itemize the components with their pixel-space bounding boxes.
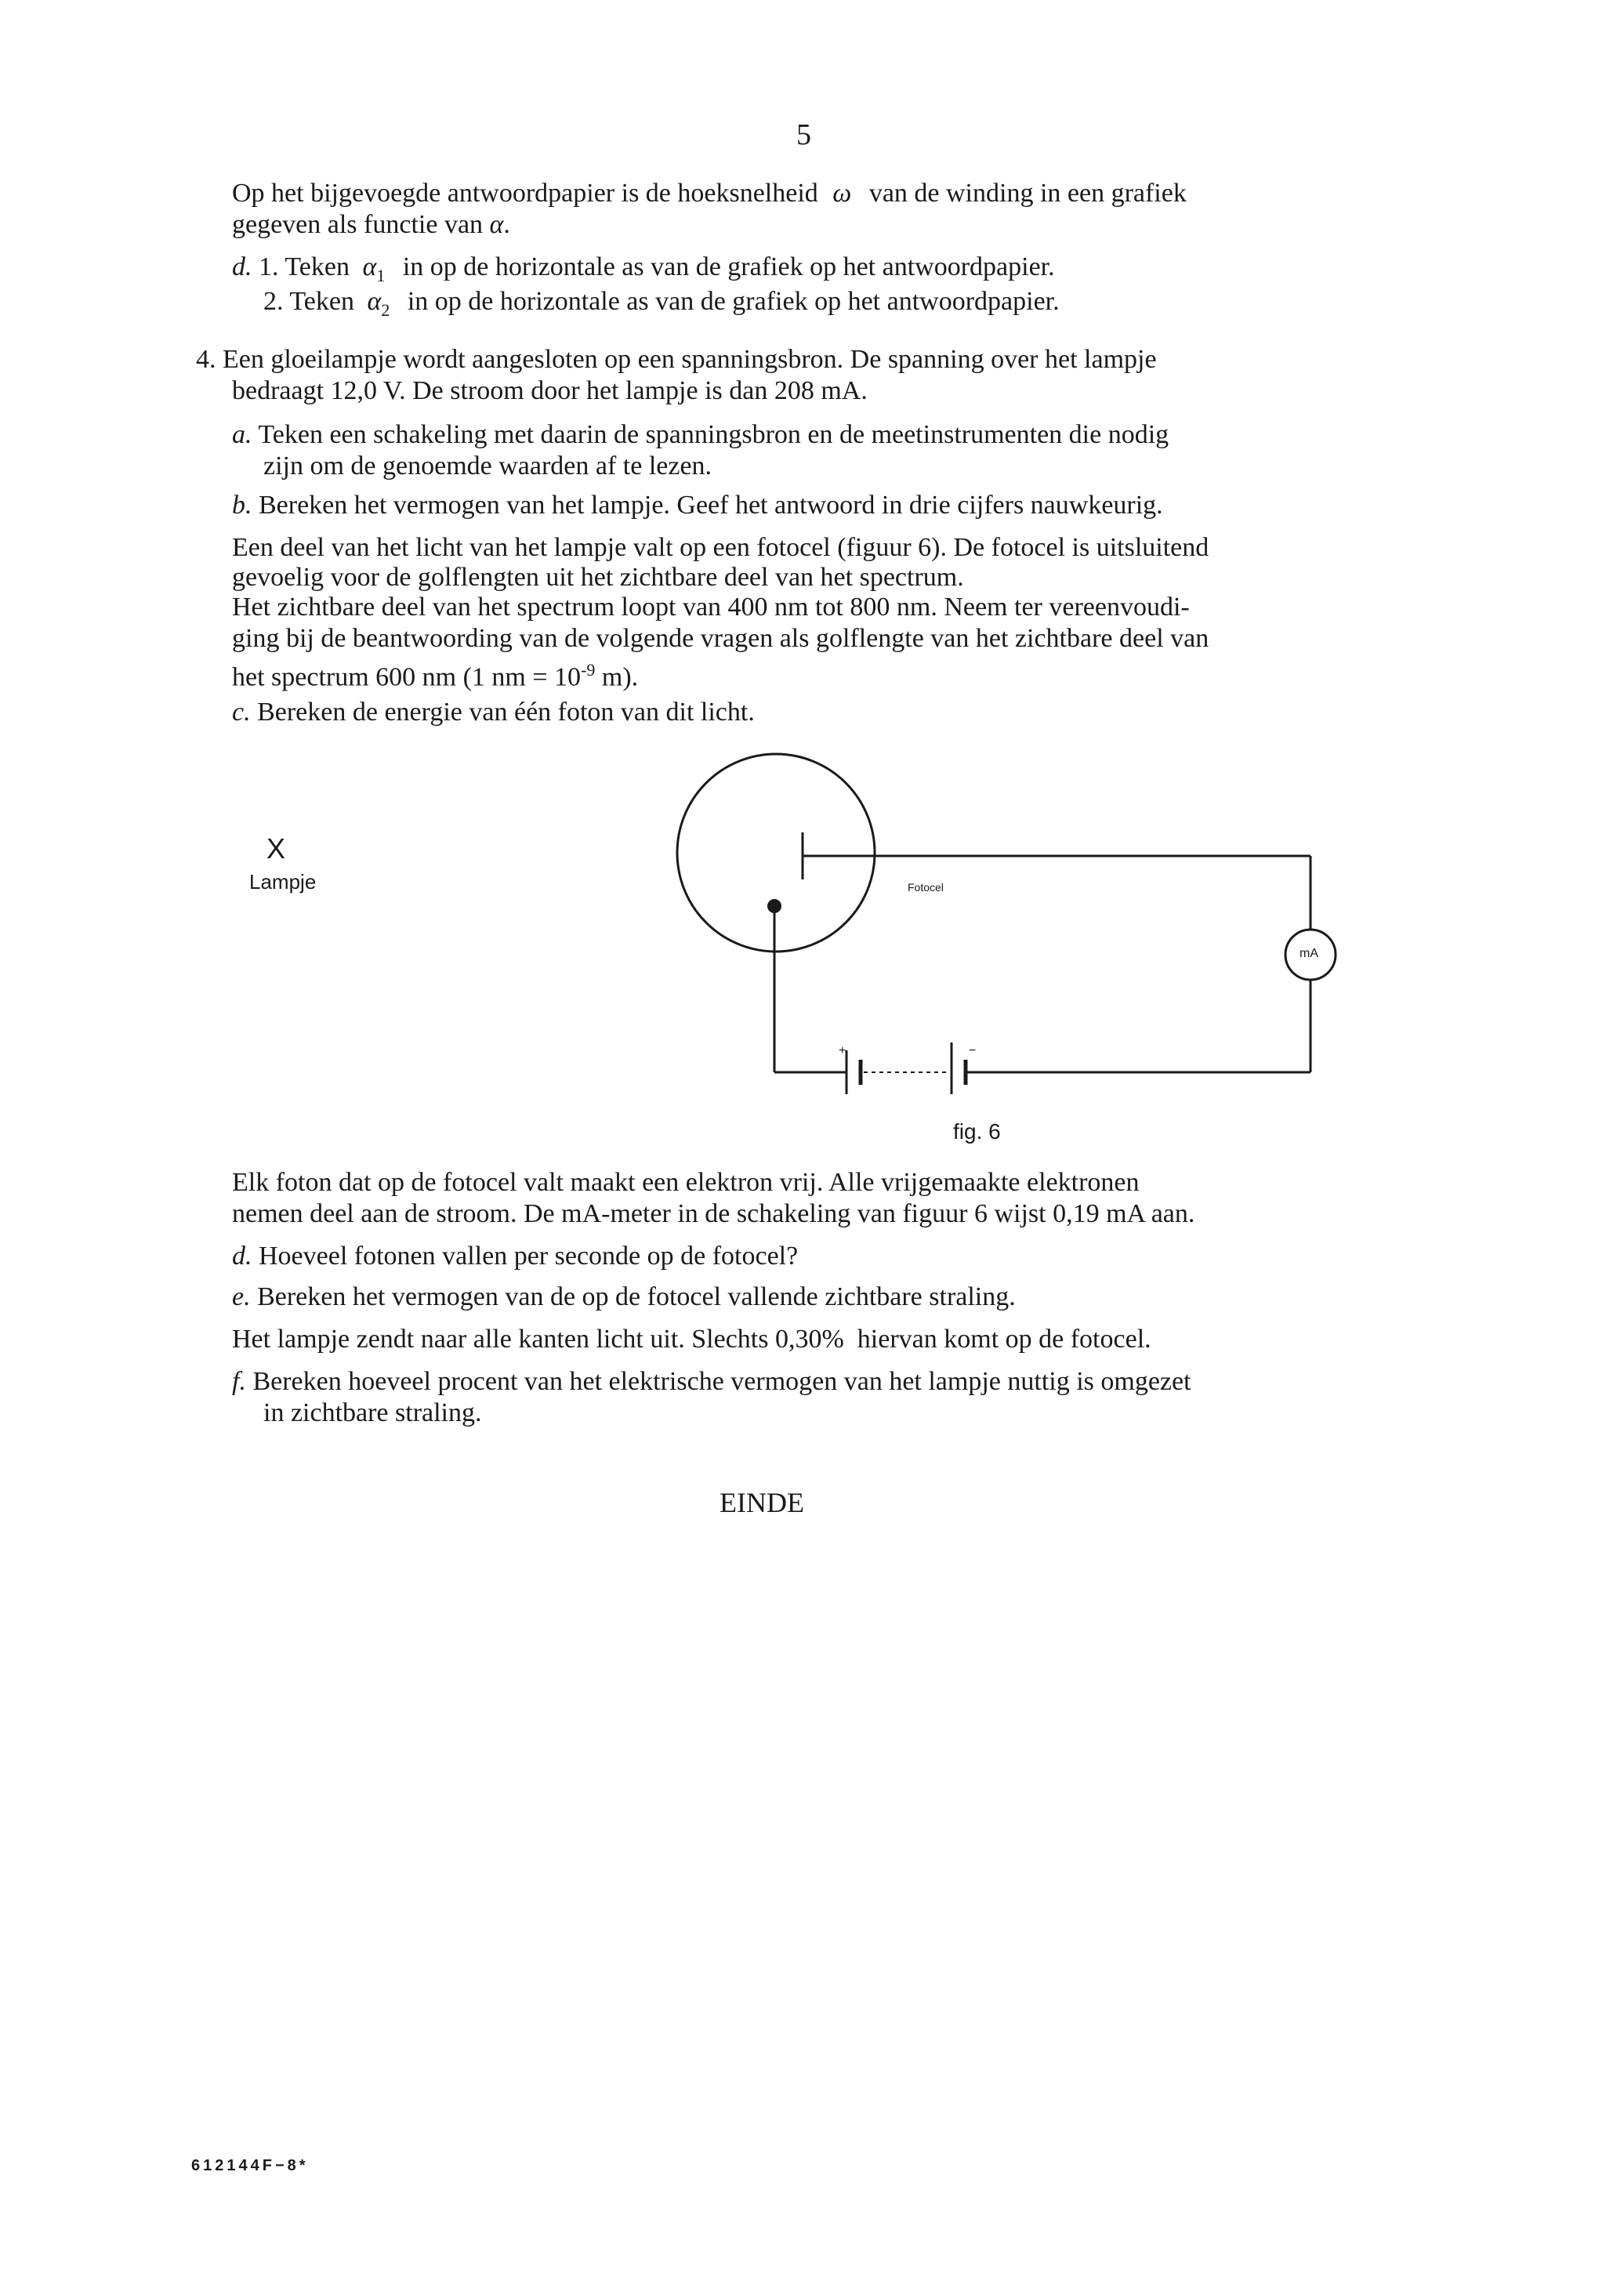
question-4-line-2: bedraagt 12,0 V. De stroom door het lampje is dan 208 mA. xyxy=(232,376,868,405)
question-letter: c. xyxy=(232,698,251,727)
para-light-line-4: ging bij de beantwoording van de volgende vragen als golflengte van het zichtbare deel van xyxy=(232,624,1209,653)
question-4a-line-2: zijn om de genoemde waarden af te lezen. xyxy=(263,451,712,480)
intro-text: . xyxy=(503,210,510,239)
question-letter: b. xyxy=(232,491,252,520)
intro-text: Op het bijgevoegde antwoordpapier is de hoeksnelheid xyxy=(232,179,818,208)
intro-text: gegeven als functie van xyxy=(232,210,484,239)
page-number: 5 xyxy=(796,118,811,151)
para-text: m). xyxy=(595,662,639,692)
subscript: 2 xyxy=(381,299,390,320)
battery-plus: + xyxy=(839,1044,846,1057)
question-4e xyxy=(232,1282,1016,1312)
para-light-line-2: gevoelig voor de golflengten uit het zichtbare deel van het spectrum. xyxy=(232,563,964,592)
question-text: Teken een schakeling met daarin de spanningsbron en de meetinstrumenten die nodig xyxy=(258,420,1169,449)
question-text: Bereken hoeveel procent van het elektrische vermogen van het lampje nuttig is omgezet xyxy=(252,1367,1191,1396)
question-4-line-1: 4. Een gloeilampje wordt aangesloten op een spanningsbron. De spanning over het lampje xyxy=(196,345,1157,374)
superscript: -9 xyxy=(581,660,596,680)
question-4d xyxy=(232,1242,798,1271)
question-text: Bereken de energie van één foton van dit licht. xyxy=(257,698,755,727)
para-light-line-1: Een deel van het licht van het lampje valt op een fotocel (figuur 6). De fotocel is uitsluitend xyxy=(232,533,1209,562)
para-text: het spectrum 600 nm (1 nm = 10 xyxy=(232,662,582,692)
alpha-symbol: α xyxy=(362,252,377,281)
question-letter: f. xyxy=(232,1367,246,1396)
end-marker: EINDE xyxy=(720,1487,804,1518)
question-text: Bereken het vermogen van het lampje. Geef het antwoord in drie cijfers nauwkeurig. xyxy=(259,491,1163,520)
fotocel-label: Fotocel xyxy=(908,881,944,894)
fotocel-circle xyxy=(677,754,875,952)
battery-minus: − xyxy=(969,1044,977,1057)
lamp-label: Lampje xyxy=(249,870,317,894)
question-letter: d. xyxy=(232,1242,252,1271)
alpha-symbol: α xyxy=(367,287,382,316)
alpha-symbol: α xyxy=(489,210,504,239)
intro-text: van de winding in een grafiek xyxy=(868,179,1187,208)
question-letter: d. xyxy=(232,252,252,281)
question-4f-line-1 xyxy=(232,1367,1191,1397)
para-photon-line-2: nemen deel aan de stroom. De mA-meter in de schakeling van figuur 6 wijst 0,19 mA aan. xyxy=(232,1199,1195,1228)
item-number: 2. Teken xyxy=(263,287,354,316)
item-text: in op de horizontale as van de grafiek op het antwoordpapier. xyxy=(407,287,1060,316)
para-lamp: Het lampje zendt naar alle kanten licht uit. Slechts 0,30% hiervan komt op de fotocel. xyxy=(232,1325,1151,1354)
lamp-mark: X xyxy=(266,832,286,865)
item-text: in op de horizontale as van de grafiek op het antwoordpapier. xyxy=(402,252,1055,281)
question-text: Bereken het vermogen van de op de fotocel vallende zichtbare straling. xyxy=(257,1282,1016,1311)
question-text: Hoeveel fotonen vallen per seconde op de fotocel? xyxy=(259,1242,799,1271)
figure-caption: fig. 6 xyxy=(953,1119,1001,1144)
footer-code: 612144F−8* xyxy=(191,2157,309,2174)
para-light-line-3: Het zichtbare deel van het spectrum loopt van 400 nm tot 800 nm. Neem ter vereenvoudi- xyxy=(232,593,1190,622)
item-number: 1. Teken xyxy=(259,252,350,281)
omega-symbol: ω xyxy=(832,179,852,208)
para-photon-line-1: Elk foton dat op de fotocel valt maakt een elektron vrij. Alle vrijgemaakte elektronen xyxy=(232,1168,1140,1197)
question-letter: e. xyxy=(232,1282,251,1311)
subscript: 1 xyxy=(376,265,386,285)
meter-label: mA xyxy=(1300,947,1318,960)
question-letter: a. xyxy=(232,420,252,449)
question-4f-line-2: in zichtbare straling. xyxy=(263,1398,482,1427)
